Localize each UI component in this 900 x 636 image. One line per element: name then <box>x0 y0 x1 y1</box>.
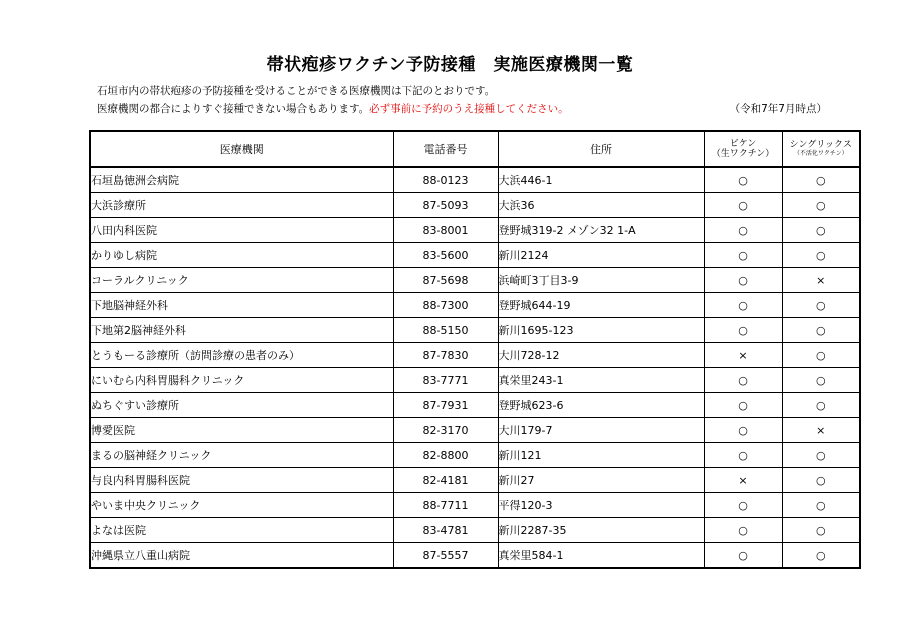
note-line-2-text: 医療機関の都合によりすぐ接種できない場合もあります。 <box>97 103 370 115</box>
table-row <box>90 268 860 293</box>
cell-shingrix: ○ <box>782 493 860 518</box>
cell-name: かりゆし病院 <box>90 243 393 268</box>
cell-address: 登野城623-6 <box>498 393 704 418</box>
cell-biken: ○ <box>704 543 782 569</box>
cell-name: 石垣島徳洲会病院 <box>90 167 393 193</box>
table-row <box>90 418 860 443</box>
cell-phone: 82-4181 <box>393 468 498 493</box>
cell-address: 新川1695-123 <box>498 318 704 343</box>
cell-shingrix: ○ <box>782 393 860 418</box>
header-address: 住所 <box>498 131 704 167</box>
table-row <box>90 518 860 543</box>
cell-shingrix: ○ <box>782 543 860 569</box>
cell-biken: ○ <box>704 167 782 193</box>
table-row <box>90 293 860 318</box>
cell-biken: × <box>704 343 782 368</box>
table-row <box>90 318 860 343</box>
cell-shingrix: ○ <box>782 443 860 468</box>
table-row <box>90 243 860 268</box>
header-phone: 電話番号 <box>393 131 498 167</box>
cell-name: 八田内科医院 <box>90 218 393 243</box>
table-row <box>90 443 860 468</box>
table-body <box>90 167 860 568</box>
table-row <box>90 218 860 243</box>
cell-shingrix: ○ <box>782 193 860 218</box>
cell-biken: ○ <box>704 218 782 243</box>
clinic-table <box>89 130 861 569</box>
cell-shingrix: ○ <box>782 243 860 268</box>
table-row <box>90 543 860 569</box>
cell-phone: 83-8001 <box>393 218 498 243</box>
cell-shingrix: ○ <box>782 468 860 493</box>
cell-name: 下地第2脳神経外科 <box>90 318 393 343</box>
cell-name: 大浜診療所 <box>90 193 393 218</box>
header-shingrix-line1: シングリックス <box>789 140 852 150</box>
cell-address: 大川728-12 <box>498 343 704 368</box>
cell-biken: ○ <box>704 193 782 218</box>
table-row <box>90 167 860 193</box>
cell-shingrix: × <box>782 418 860 443</box>
cell-biken: ○ <box>704 418 782 443</box>
cell-biken: ○ <box>704 268 782 293</box>
cell-name: やいま中央クリニック <box>90 493 393 518</box>
cell-shingrix: ○ <box>782 318 860 343</box>
table-row <box>90 193 860 218</box>
cell-phone: 87-7830 <box>393 343 498 368</box>
cell-address: 登野城644-19 <box>498 293 704 318</box>
header-biken-line1: ビケン <box>729 139 757 149</box>
cell-address: 真栄里584-1 <box>498 543 704 569</box>
cell-shingrix: ○ <box>782 218 860 243</box>
cell-shingrix: ○ <box>782 368 860 393</box>
cell-address: 大浜446-1 <box>498 167 704 193</box>
cell-shingrix: ○ <box>782 343 860 368</box>
notes <box>97 82 827 118</box>
cell-biken: × <box>704 468 782 493</box>
cell-biken: ○ <box>704 293 782 318</box>
note-line-1: 石垣市内の帯状疱疹の予防接種を受けることができる医療機関は下記のとおりです。 <box>97 85 496 97</box>
cell-biken: ○ <box>704 518 782 543</box>
cell-name: 博愛医院 <box>90 418 393 443</box>
cell-biken: ○ <box>704 318 782 343</box>
cell-name: よなは医院 <box>90 518 393 543</box>
cell-name: まるの脳神経クリニック <box>90 443 393 468</box>
cell-shingrix: ○ <box>782 293 860 318</box>
cell-phone: 87-5557 <box>393 543 498 569</box>
cell-address: 真栄里243-1 <box>498 368 704 393</box>
cell-shingrix: × <box>782 268 860 293</box>
cell-address: 大浜36 <box>498 193 704 218</box>
cell-name: 下地脳神経外科 <box>90 293 393 318</box>
cell-biken: ○ <box>704 243 782 268</box>
cell-name: 沖縄県立八重山病院 <box>90 543 393 569</box>
cell-phone: 82-8800 <box>393 443 498 468</box>
table-row <box>90 343 860 368</box>
cell-phone: 88-7300 <box>393 293 498 318</box>
cell-phone: 83-4781 <box>393 518 498 543</box>
cell-phone: 88-7711 <box>393 493 498 518</box>
cell-address: 平得120-3 <box>498 493 704 518</box>
cell-phone: 87-5698 <box>393 268 498 293</box>
cell-phone: 88-5150 <box>393 318 498 343</box>
cell-phone: 83-5600 <box>393 243 498 268</box>
header-shingrix <box>782 131 860 167</box>
note-line-2 <box>97 100 827 118</box>
header-biken <box>704 131 782 167</box>
page-title: 帯状疱疹ワクチン予防接種 実施医療機関一覧 <box>266 55 634 75</box>
cell-biken: ○ <box>704 393 782 418</box>
header-shingrix-line2: （不活化ワクチン） <box>793 150 848 157</box>
cell-address: 浜崎町3丁目3-9 <box>498 268 704 293</box>
cell-address: 大川179-7 <box>498 418 704 443</box>
table-row <box>90 468 860 493</box>
cell-phone: 82-3170 <box>393 418 498 443</box>
cell-biken: ○ <box>704 443 782 468</box>
reservation-warning: 必ず事前に予約のうえ接種してください。 <box>369 103 569 115</box>
cell-biken: ○ <box>704 493 782 518</box>
cell-shingrix: ○ <box>782 518 860 543</box>
cell-biken: ○ <box>704 368 782 393</box>
cell-name: にいむら内科胃腸科クリニック <box>90 368 393 393</box>
as-of-date: （令和7年7月時点） <box>729 103 827 115</box>
cell-name: コーラルクリニック <box>90 268 393 293</box>
cell-name: 与良内科胃腸科医院 <box>90 468 393 493</box>
cell-address: 新川27 <box>498 468 704 493</box>
cell-address: 新川2124 <box>498 243 704 268</box>
cell-phone: 88-0123 <box>393 167 498 193</box>
header-name: 医療機関 <box>90 131 393 167</box>
cell-phone: 87-7931 <box>393 393 498 418</box>
cell-shingrix: ○ <box>782 167 860 193</box>
cell-address: 登野城319-2 メゾン32 1-A <box>498 218 704 243</box>
header-biken-line2: （生ワクチン） <box>711 149 775 159</box>
table-header-row <box>90 131 860 167</box>
table-row <box>90 393 860 418</box>
cell-name: ぬちぐすい診療所 <box>90 393 393 418</box>
cell-name: とうもーる診療所（訪問診療の患者のみ） <box>90 343 393 368</box>
table-row <box>90 368 860 393</box>
cell-phone: 87-5093 <box>393 193 498 218</box>
table-row <box>90 493 860 518</box>
cell-phone: 83-7771 <box>393 368 498 393</box>
cell-address: 新川121 <box>498 443 704 468</box>
cell-address: 新川2287-35 <box>498 518 704 543</box>
